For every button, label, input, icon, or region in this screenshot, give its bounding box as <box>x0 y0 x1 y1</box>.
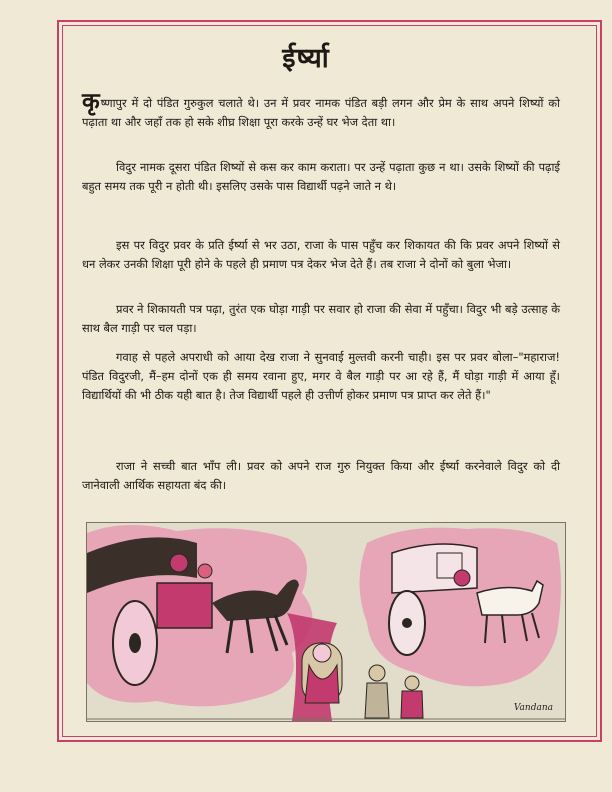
bullock-cart-rider <box>454 570 470 586</box>
paragraph-6: राजा ने सच्ची बात भाँप ली। प्रवर को अपने राज गुरु नियुक्त किया और ईर्ष्या करनेवाले विदुर को दी जानेवाली आर्थिक सहायता बंद की। <box>82 459 560 492</box>
artist-signature: Vandana <box>513 703 553 713</box>
paragraph-4: प्रवर ने शिकायती पत्र पढ़ा, तुरंत एक घोड़ा गाड़ी पर सवार हो राजा की सेवा में पहुँचा। विदुर भी बड़े उत्साह के साथ बैल गाड़ी पर चल पड़ा। <box>82 302 560 335</box>
horse-cart-wheel <box>113 601 157 685</box>
rider-head <box>170 554 188 572</box>
horse-cart-body <box>157 583 212 628</box>
bullock-cart-wheel <box>389 591 425 655</box>
driver-head <box>198 564 212 578</box>
paragraph-5: गवाह से पहले अपराधी को आया देख राजा ने सुनवाई मुल्तवी करनी चाही। इस पर प्रवर बोला–"महाराज! पंडित विदुरजी, मैं–हम दोनों एक ही समय रवाना हुए, मगर वे बैल गाड़ी पर आ रहे हैं, मैं घोड़ा गाड़ी में आया हूँ। विद्यार्थियों की भी ठीक यही बात है। तेज विद्यार्थी पहले ही उत्तीर्ण होकर प्रमाण पत्र प्राप्त कर लेते हैं।" <box>82 350 560 402</box>
paragraph-1-text: ष्णापुर में दो पंडित गुरुकुल चलाते थे। उन में प्रवर नामक पंडित बड़ी लगन और प्रेम के साथ अपने शिष्यों को पढ़ाता था और जहाँ तक हो सके शीघ्र शिक्षा पूरा करके उन्हें घर भेज देता था। <box>82 96 560 129</box>
paragraph-1 <box>82 89 560 132</box>
pandit <box>401 676 423 718</box>
story-illustration <box>86 522 566 722</box>
drop-cap: कृ <box>82 89 100 115</box>
illustration-drawing <box>87 523 565 721</box>
king-on-throne <box>302 643 342 703</box>
story-title: ईर्ष्या <box>282 43 330 74</box>
courtier <box>365 665 389 718</box>
paragraph-2: विदुर नामक दूसरा पंडित शिष्यों से कस कर काम कराता। पर उन्हें पढ़ाता कुछ न था। उसके शिष्यों की पढ़ाई बहुत समय तक पूरी न होती थी। इसलिए उसके पास विद्यार्थी पढ़ने जाते न थे। <box>82 160 560 193</box>
paragraph-3: इस पर विदुर प्रवर के प्रति ईर्ष्या से भर उठा, राजा के पास पहुँच कर शिकायत की कि प्रवर अपने शिष्यों से धन लेकर उनकी शिक्षा पूरी होने के पहले ही प्रमाण पत्र देकर भेज देते हैं। तब राजा ने दोनों को बुला भेजा। <box>82 238 560 271</box>
